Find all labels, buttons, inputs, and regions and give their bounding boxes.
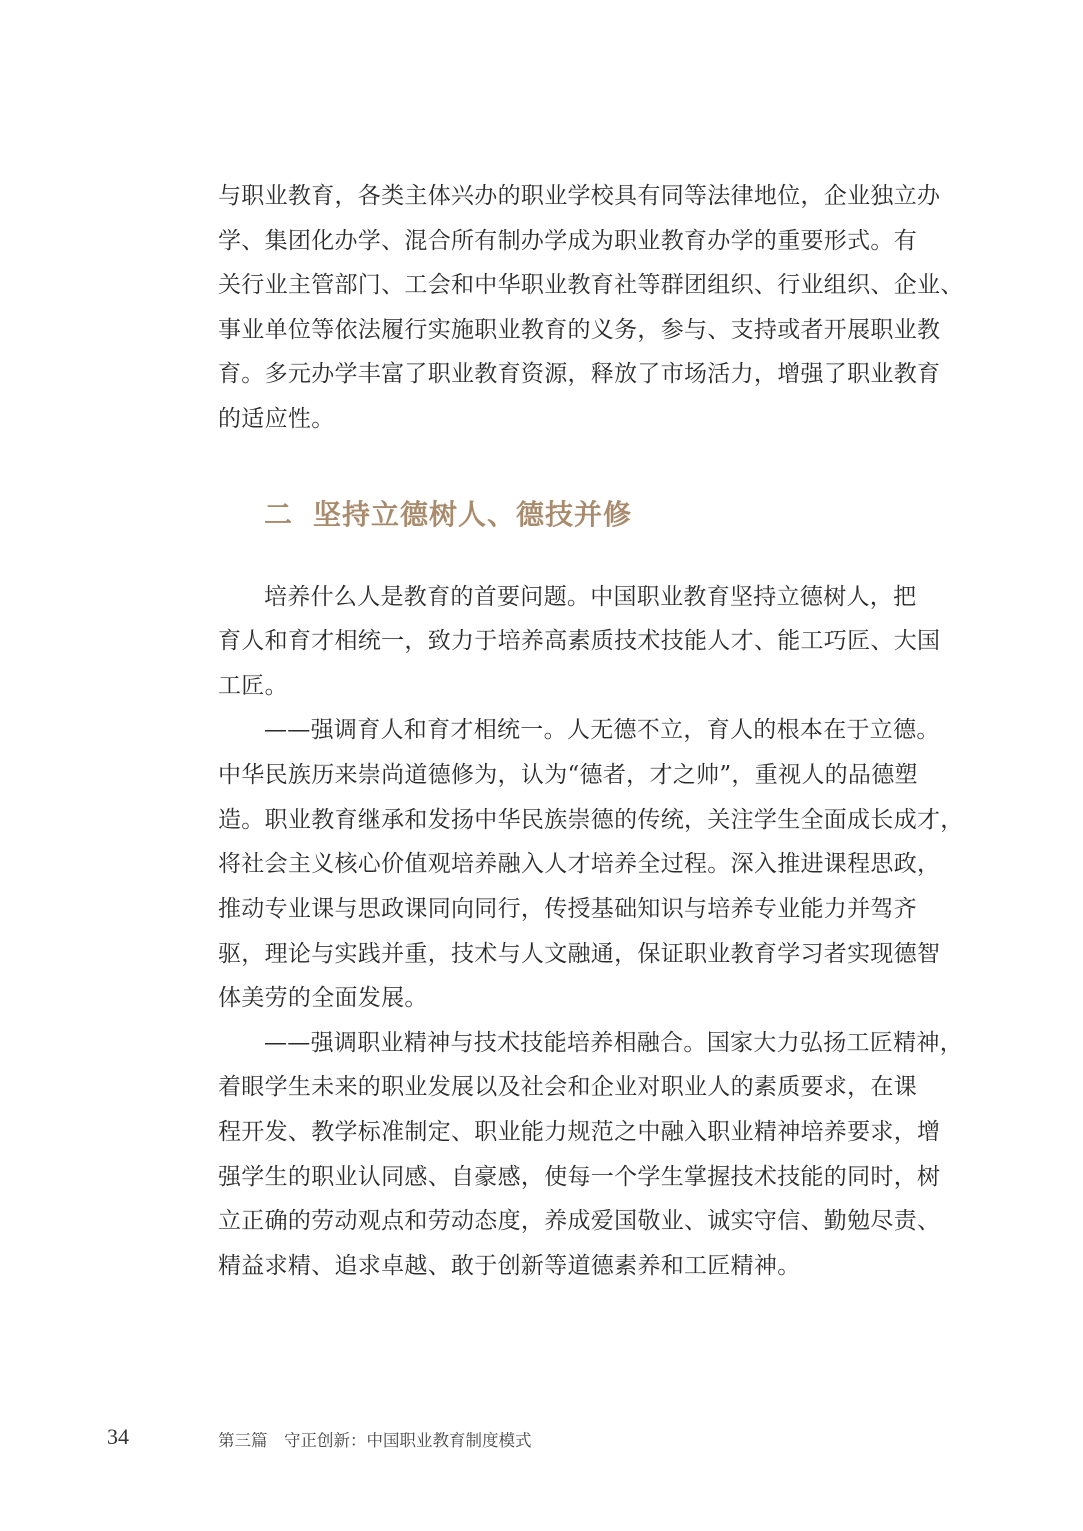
text-line: 体美劳的全面发展。 bbox=[218, 985, 428, 1011]
text-line: 育。多元办学丰富了职业教育资源，释放了市场活力，增强了职业教育 bbox=[218, 361, 941, 387]
text-line: 推动专业课与思政课同向同行，传授基础知识与培养专业能力并驾齐 bbox=[218, 896, 917, 922]
section-number: 二 bbox=[264, 498, 294, 531]
text-line: 驱，理论与实践并重，技术与人文融通，保证职业教育学习者实现德智 bbox=[218, 941, 941, 967]
section-heading bbox=[264, 493, 632, 533]
text-line: 的适应性。 bbox=[218, 406, 335, 432]
text-line: 中华民族历来崇尚道德修为，认为“德者，才之帅”，重视人的品德塑 bbox=[218, 762, 918, 788]
text-line: ——强调职业精神与技术技能培养相融合。国家大力弘扬工匠精神， bbox=[264, 1030, 963, 1056]
section-title: 坚持立德树人、德技并修 bbox=[313, 498, 633, 531]
running-footer: 第三篇 守正创新：中国职业教育制度模式 bbox=[218, 1431, 532, 1450]
text-line: 关行业主管部门、工会和中华职业教育社等群团组织、行业组织、企业、 bbox=[218, 272, 964, 298]
text-line: 强学生的职业认同感、自豪感，使每一个学生掌握技术技能的同时，树 bbox=[218, 1164, 941, 1190]
text-line: 精益求精、追求卓越、敢于创新等道德素养和工匠精神。 bbox=[218, 1253, 801, 1279]
text-line: 与职业教育，各类主体兴办的职业学校具有同等法律地位，企业独立办 bbox=[218, 183, 941, 209]
text-line: 培养什么人是教育的首要问题。中国职业教育坚持立德树人，把 bbox=[264, 584, 917, 610]
text-line: 立正确的劳动观点和劳动态度，养成爱国敬业、诚实守信、勤勉尽责、 bbox=[218, 1208, 941, 1234]
text-line: 学、集团化办学、混合所有制办学成为职业教育办学的重要形式。有 bbox=[218, 228, 917, 254]
text-line: 程开发、教学标准制定、职业能力规范之中融入职业精神培养要求，增 bbox=[218, 1119, 941, 1145]
text-line: 育人和育才相统一，致力于培养高素质技术技能人才、能工巧匠、大国 bbox=[218, 628, 941, 654]
text-line: 事业单位等依法履行实施职业教育的义务，参与、支持或者开展职业教 bbox=[218, 317, 941, 343]
text-line: ——强调育人和育才相统一。人无德不立，育人的根本在于立德。 bbox=[264, 717, 940, 743]
page-number: 34 bbox=[107, 1424, 129, 1449]
text-line: 将社会主义核心价值观培养融入人才培养全过程。深入推进课程思政， bbox=[218, 851, 941, 877]
text-line: 工匠。 bbox=[218, 673, 288, 699]
text-line: 造。职业教育继承和发扬中华民族崇德的传统，关注学生全面成长成才， bbox=[218, 807, 964, 833]
text-line: 着眼学生未来的职业发展以及社会和企业对职业人的素质要求，在课 bbox=[218, 1074, 917, 1100]
